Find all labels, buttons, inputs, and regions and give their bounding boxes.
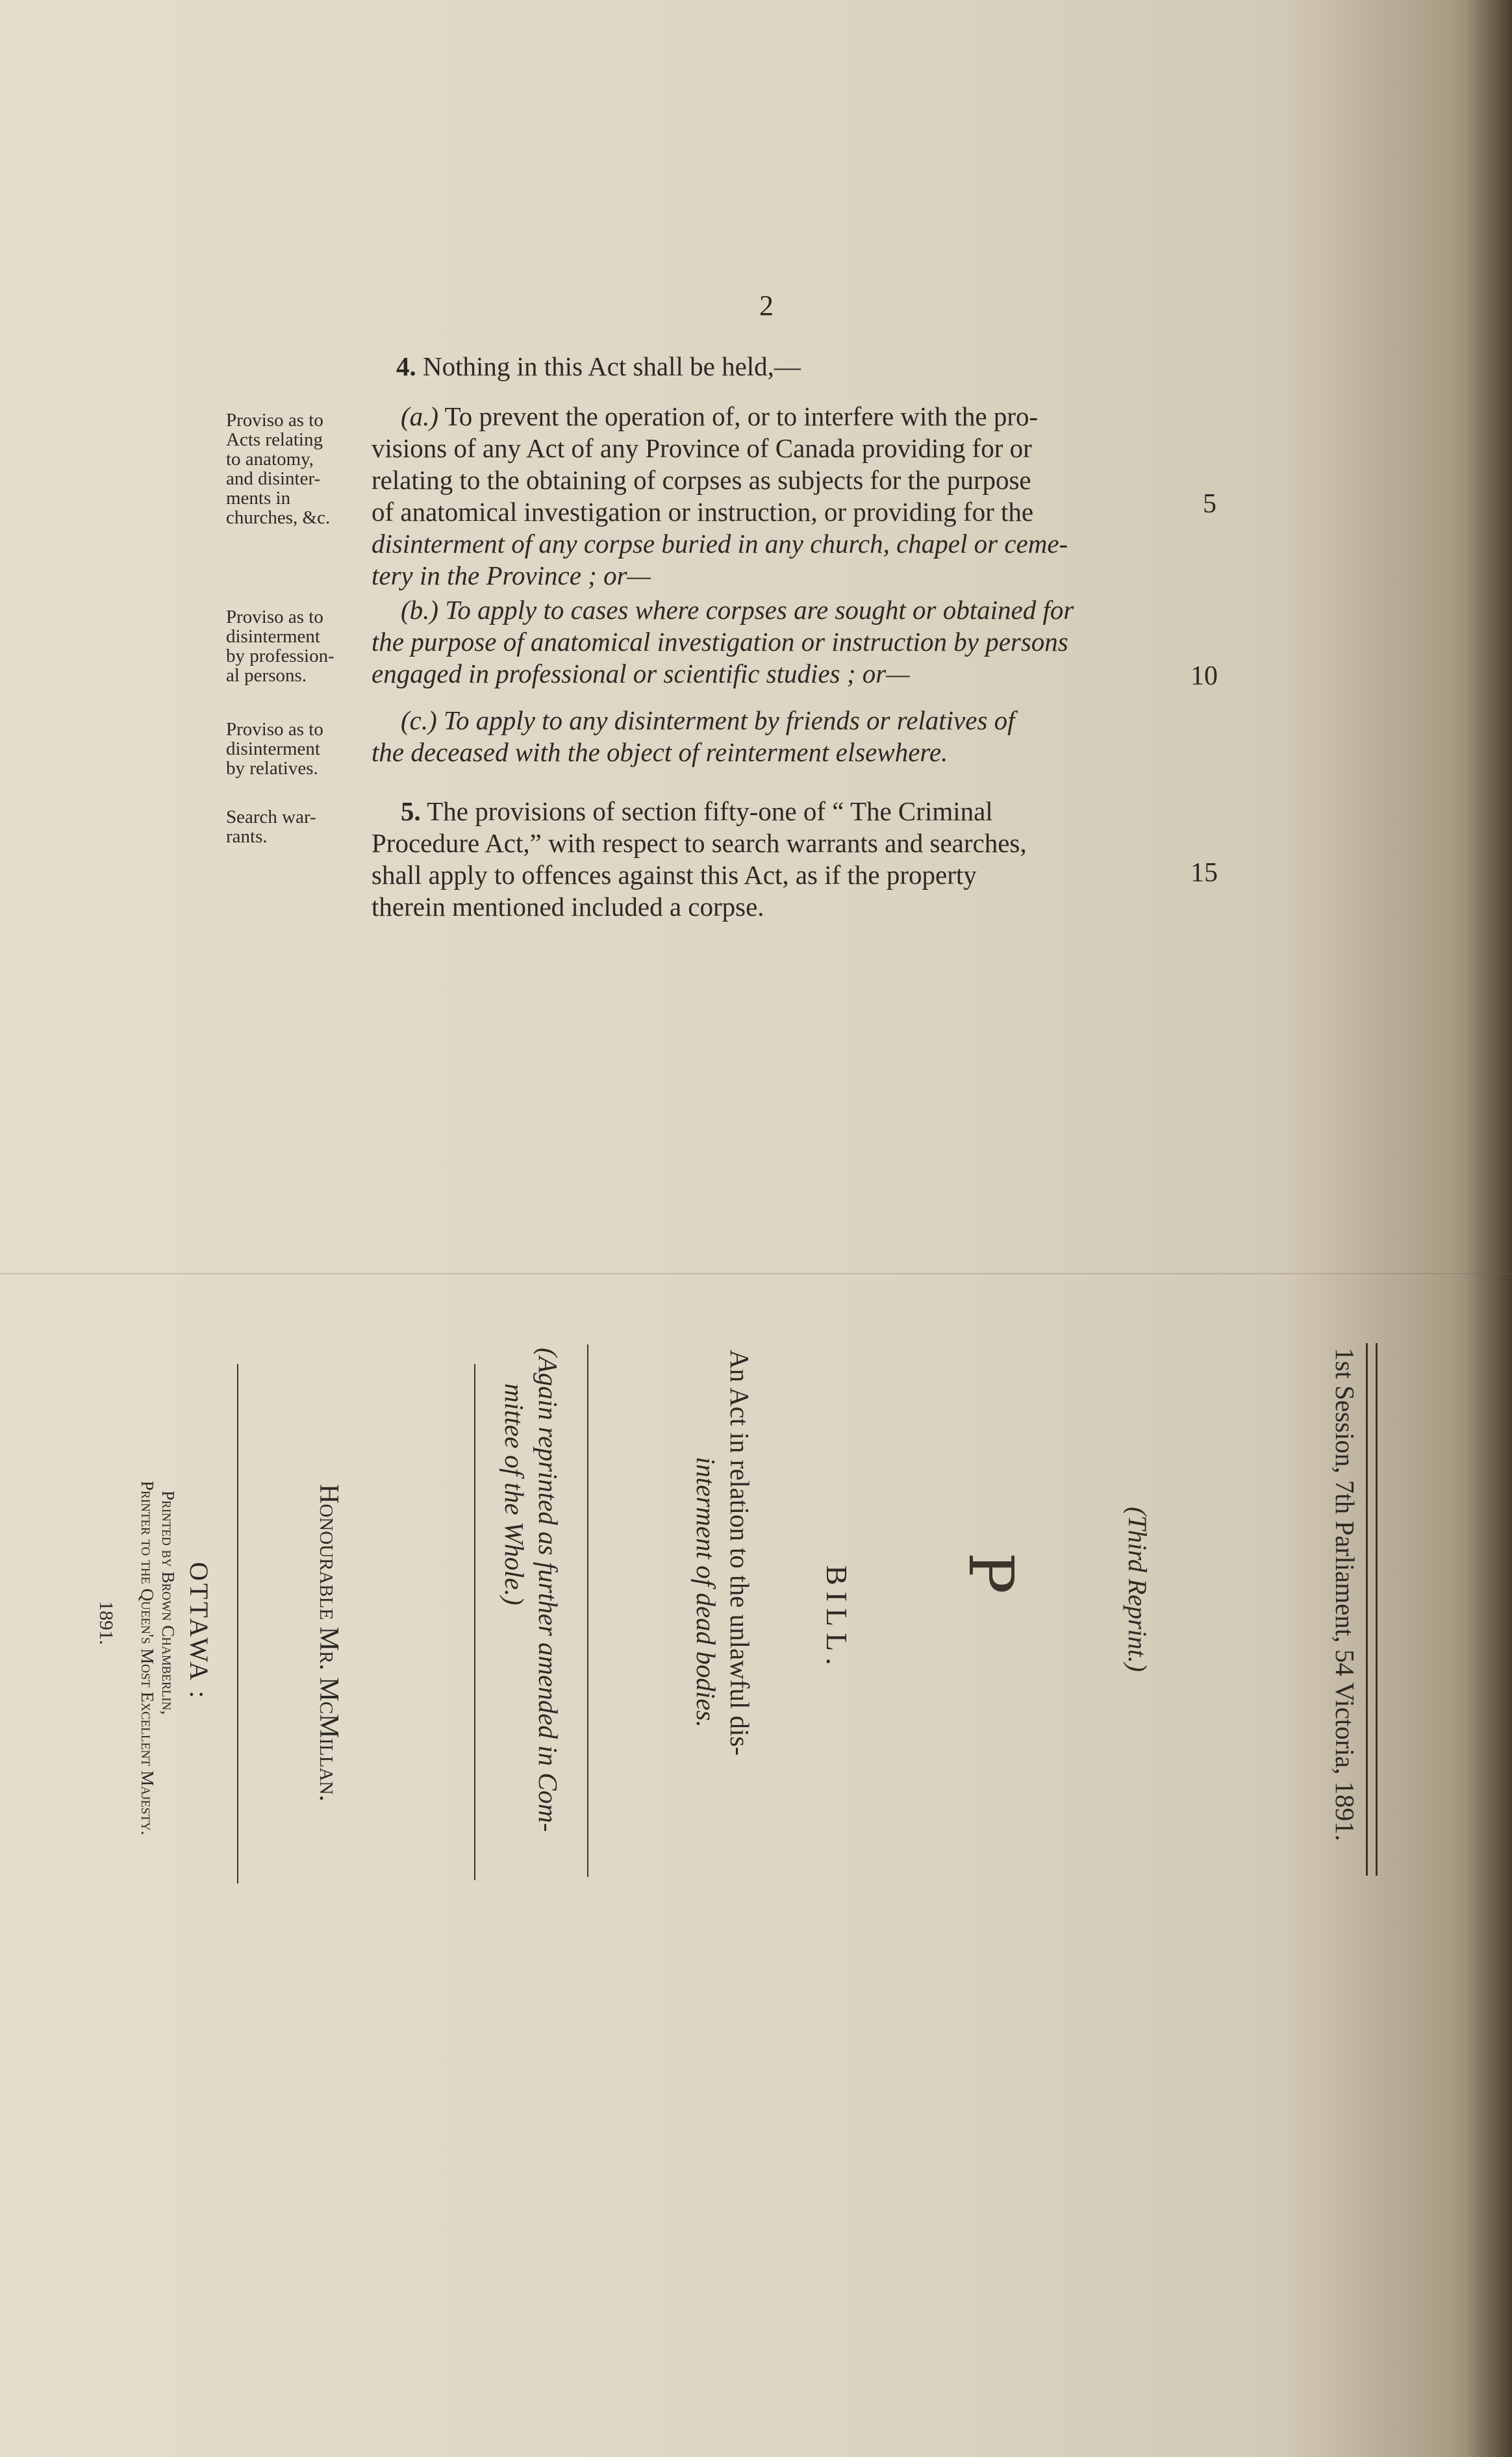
amended-note [498, 1348, 565, 1832]
text-line: Procedure Act,” with respect to search warrants and searches, [372, 828, 1027, 858]
margin-note-professional [226, 607, 366, 685]
city: OTTAWA : [184, 1562, 214, 1701]
clause-b [372, 594, 1182, 690]
title-word: interment of dead bodies. [691, 1457, 721, 1728]
margin-line: Search war- [226, 807, 316, 827]
margin-line: by relatives. [226, 758, 318, 779]
margin-line: Acts relating [226, 429, 323, 450]
binding-shadow [1467, 0, 1512, 2457]
printer-line: Printed by Brown Chamberlin, [158, 1491, 178, 1715]
margin-line: rants. [226, 826, 268, 847]
text-line: disinterment of any corpse buried in any church, chapel or ceme- [372, 529, 1068, 559]
clause-a [372, 401, 1182, 592]
printer [137, 1481, 179, 1835]
text-line: shall apply to offences against this Act, as if the property [372, 860, 977, 890]
line-number-15: 15 [1191, 858, 1218, 888]
text-line: To apply to any disinterment by friends or relatives of [444, 705, 1015, 735]
text-line: the deceased with the object of reinterment elsewhere. [372, 737, 948, 767]
margin-line: by profession- [226, 646, 334, 666]
clause-label: (a.) [401, 401, 439, 431]
rule-lower [237, 1364, 238, 1884]
bill-title [689, 1350, 757, 1756]
text-line: tery in the Province ; or— [372, 561, 651, 590]
margin-line: Proviso as to [226, 410, 323, 431]
clause-c [372, 705, 1182, 768]
double-rule-outer [1366, 1343, 1368, 1876]
rule-middle [474, 1364, 475, 1880]
section-number: 4. [396, 351, 416, 381]
text-line: To prevent the operation of, or to interfere with the pro- [444, 401, 1039, 431]
printer-line: Printer to the Queen's Most Excellent Majesty. [138, 1481, 157, 1835]
margin-line: disinterment [226, 738, 320, 759]
handwritten-mark: P [955, 1552, 1026, 1594]
double-rule-inner [1376, 1343, 1378, 1876]
margin-line: Proviso as to [226, 719, 323, 740]
margin-line: al persons. [226, 665, 307, 686]
reprint-note: (Third Reprint.) [1123, 1507, 1152, 1672]
text-line: The provisions of section fifty-one of “ The Criminal [427, 796, 993, 826]
margin-line: and disinter- [226, 468, 321, 489]
amended-line: mittee of the Whole.) [499, 1383, 529, 1606]
line-number-10: 10 [1191, 661, 1218, 691]
section-heading-text: Nothing in this Act shall be held,— [423, 351, 801, 381]
rule-upper [587, 1344, 588, 1877]
text-line: relating to the obtaining of corpses as subjects for the purpose [372, 465, 1031, 495]
text-line: the purpose of anatomical investigation or instruction by persons [372, 627, 1068, 657]
text-line: of anatomical investigation or instruction, or providing for the [372, 497, 1034, 527]
margin-line: churches, &c. [226, 507, 331, 528]
text-line: therein mentioned included a corpse. [372, 892, 764, 922]
bill-heading: BILL. [820, 1565, 853, 1672]
text-line: engaged in professional or scientific studies ; or— [372, 659, 910, 688]
section-number: 5. [401, 796, 421, 826]
section-4-heading [396, 351, 1207, 383]
line-number-5: 5 [1203, 489, 1216, 519]
margin-note-anatomy [226, 410, 366, 527]
clause-label: (b.) [401, 595, 439, 625]
text-line: To apply to cases where corpses are sought or obtained for [445, 595, 1074, 625]
margin-note-relatives [226, 720, 366, 778]
margin-line: Proviso as to [226, 607, 323, 627]
margin-line: ments in [226, 488, 291, 509]
page-number: 2 [759, 290, 774, 321]
amended-line: (Again reprinted as further amended in Com- [533, 1348, 563, 1832]
section-5 [372, 796, 1182, 923]
text-line: visions of any Act of any Province of Canada providing for or [372, 433, 1032, 463]
margin-line: disinterment [226, 626, 320, 647]
clause-label: (c.) [401, 705, 437, 735]
margin-note-search [226, 807, 366, 846]
title-word: An Act in relation to the unlawful dis- [725, 1350, 755, 1756]
margin-line: to anatomy, [226, 449, 314, 470]
fold-line [0, 1273, 1512, 1274]
year: 1891. [95, 1601, 117, 1645]
sponsor: Honourable Mr. McMillan. [314, 1484, 344, 1802]
session-line: 1st Session, 7th Parliament, 54 Victoria, 1891. [1330, 1348, 1360, 1841]
